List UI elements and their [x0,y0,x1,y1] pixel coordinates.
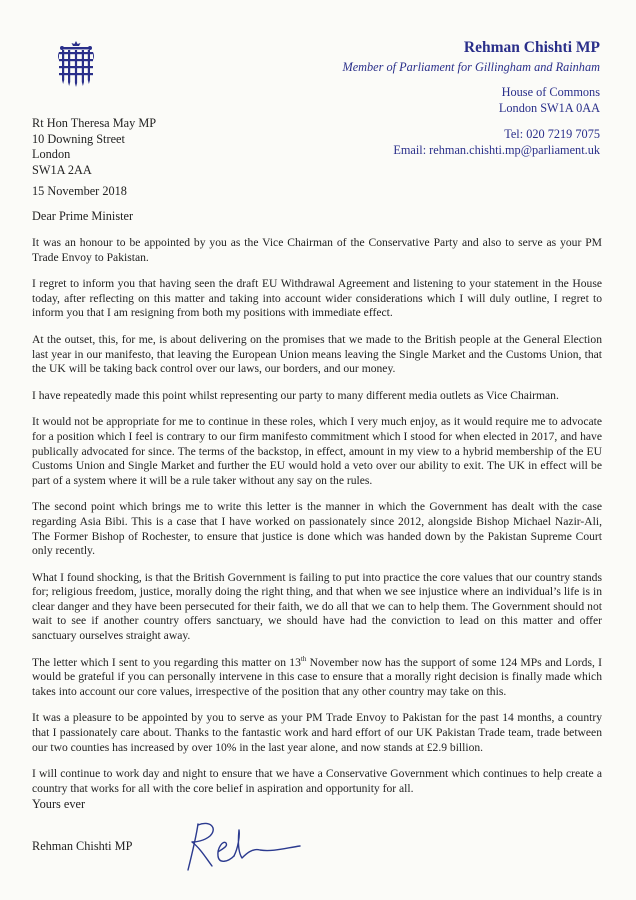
body-paragraph: I have repeatedly made this point whilst representing our party to many different media outlets as Vice Chairman. [32,388,559,402]
paragraph-text: November now has the support of some 124 MPs and Lords, I would be grateful if you can personally intervene in this case to ensure that a morally right decision is finally made which takes into account our core values, irrespective of the position that any other country may take on this. [32,655,602,698]
body-paragraph [32,656,602,700]
body-paragraph: I will continue to work day and night to ensure that we have a Conservative Government which continues to help create a country that works for all with the core belief in aspiration and opportunity for all. [32,767,602,795]
body-paragraph: The second point which brings me to write this letter is the manner in which the Government has dealt with the case regarding Asia Bibi. This is a case that I have worked on passionately since 2012, alongside Bishop Michael Nazir-Ali, The Former Bishop of Rochester, to ensure that justice is done which was handed down by the Pakistan Supreme Court only recently. [32,500,602,558]
body-paragraph: It was a pleasure to be appointed by you to serve as your PM Trade Envoy to Pakistan for the past 14 months, a country that I passionately care about. Thanks to the fantastic work and hard effort of our UK Pakistan Trade team, trade between our two counties has increased by over 10% in the last year alone, and now stands at £2.9 billion. [32,711,602,754]
body-paragraph: I regret to inform you that having seen the draft EU Withdrawal Agreement and listening to your statement in the House today, after reflecting on this matter and taking into account wider considerations which I will duly outline, I regret to inform you that I am resigning from both my positions with immediate effect. [32,277,602,320]
sender-address-line: London SW1A 0AA [498,101,600,115]
letter-body [32,236,602,808]
sender-role: Member of Parliament for Gillingham and Rainham [342,60,600,74]
portcullis-icon [56,40,96,88]
paragraph-text: The letter which I sent to you regarding this matter on 13 [32,655,301,669]
recipient-line: Rt Hon Theresa May MP [32,116,157,130]
recipient-line: London [32,147,71,161]
recipient-line: 10 Downing Street [32,131,125,146]
letterhead [270,38,600,158]
salutation: Dear Prime Minister [32,209,134,223]
letter-date: 15 November 2018 [32,184,127,198]
body-paragraph: It was an honour to be appointed by you as the Vice Chairman of the Conservative Party and also to serve as your PM Trade Envoy to Pakistan. [32,236,602,264]
signer-name: Rehman Chishti MP [32,839,133,853]
closing: Yours ever [32,797,86,811]
sender-tel: Tel: 020 7219 7075 [504,127,600,141]
recipient-address [32,116,156,178]
body-paragraph: What I found shocking, is that the British Government is failing to put into practice the core values that our country stands for; religious freedom, justice, morally doing the right thing, and that when we see injustice where an individual’s life is in clear danger and they have been persecuted for their faith, we do all that we can to help them. The Government should not wait to see if another country offers sanctuary, we should have had the conviction to lead on this matter and offer sanctuary ourselves straight away. [32,570,602,643]
handwritten-signature [176,818,306,876]
sender-address-line: House of Commons [501,85,600,99]
sender-name: Rehman Chishti MP [463,39,600,56]
sender-address [270,84,600,116]
body-paragraph: It would not be appropriate for me to continue in these roles, which I very much enjoy, as it would require me to advocate for a position which I feel is contrary to our firm manifesto commitment which I stood for when elected in 2017, and have publically advocated for since. The terms of the backstop, in effect, amount in my view to a hybrid membership of the EU Customs Union and Single Market and further the EU would hold a veto over our ability to exit. The UK in effect will be part of a system where it will be a rule taker without any say on the rules. [32,415,602,487]
body-paragraph: At the outset, this, for me, is about delivering on the promises that we made to the British people at the General Election last year in our manifesto, that leaving the European Union means leaving the Single Market and the Customs Union, that the UK will be taking back control over our laws, our borders, and our money. [32,332,602,376]
sender-contact [270,126,600,158]
recipient-line: SW1A 2AA [32,162,92,177]
sender-email: Email: rehman.chishti.mp@parliament.uk [393,143,600,157]
ordinal-suffix: th [300,654,307,663]
